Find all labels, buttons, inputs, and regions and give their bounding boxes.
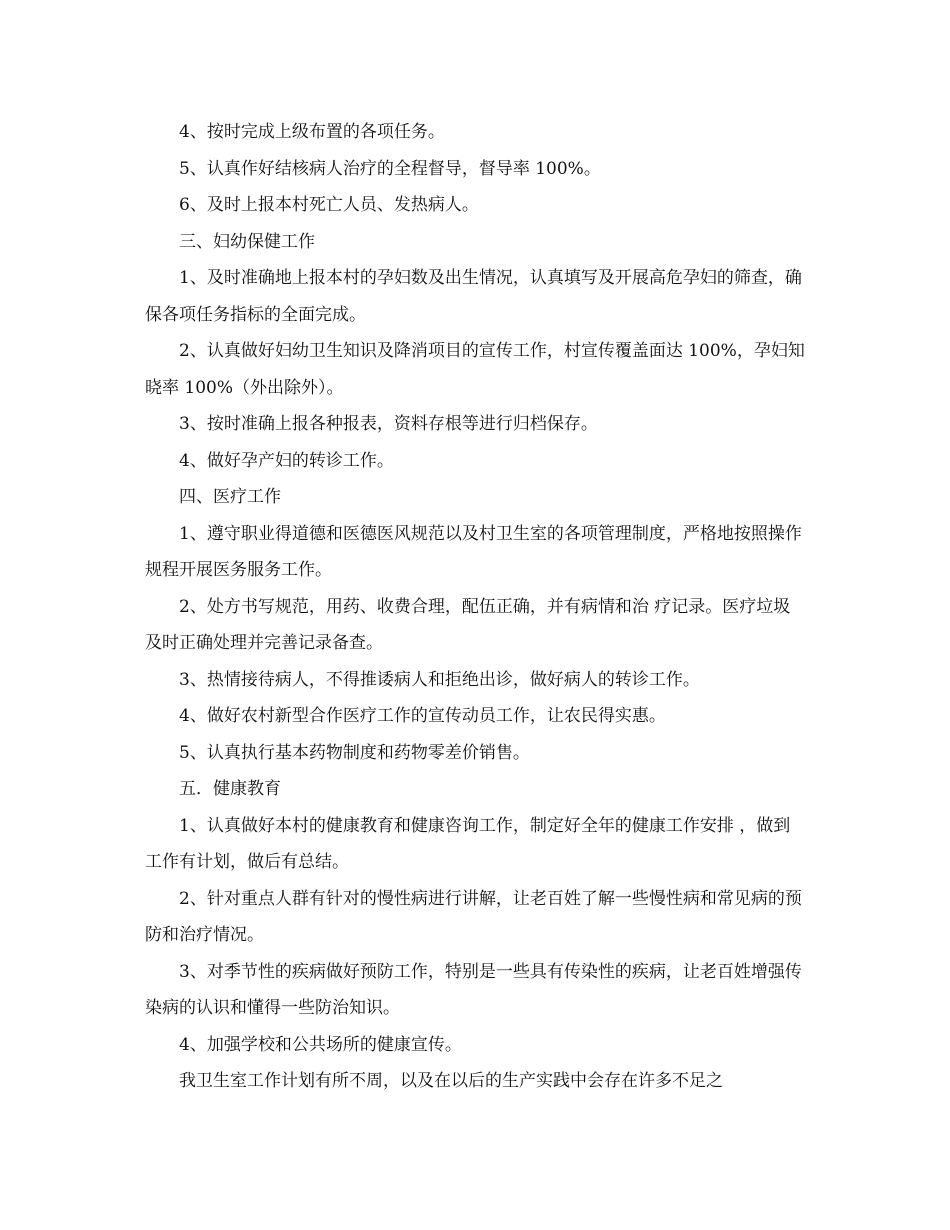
paragraph: 5、认真作好结核病人治疗的全程督导，督导率 100%。: [179, 158, 601, 179]
section-heading: 五．健康教育: [179, 779, 281, 799]
paragraph: 5、认真执行基本药物制度和药物零差价销售。: [179, 742, 530, 763]
paragraph: 我卫生室工作计划有所不周，以及在以后的生产实践中会存在许多不足之: [179, 1071, 723, 1091]
paragraph: 3、按时准确上报各种报表，资料存根等进行归档保存。: [179, 414, 598, 434]
paragraph: 6、及时上报本村死亡人员、发热病人。: [179, 195, 479, 215]
document-body: [145, 114, 807, 1100]
paragraph: 4、加强学校和公共场所的健康宣传。: [179, 1034, 462, 1055]
paragraph: 1、遵守职业得道德和医德医风规范以及村卫生室的各项管理制度，严格地按照操作规程开展医务服务工作。: [145, 523, 802, 580]
section-heading: 三、妇幼保健工作: [179, 231, 315, 252]
paragraph: 3、对季节性的疾病做好预防工作，特别是一些具有传染性的疾病，让老百姓增强传染病的认识和懂得一些防治知识。: [145, 961, 802, 1018]
section-heading: 四、医疗工作: [179, 487, 281, 507]
paragraph: 4、做好孕产妇的转诊工作。: [179, 450, 394, 471]
paragraph: 4、按时完成上级布置的各项任务。: [179, 122, 445, 142]
paragraph: 3、热情接待病人，不得推诿病人和拒绝出诊，做好病人的转诊工作。: [179, 669, 700, 690]
paragraph: 1、及时准确地上报本村的孕妇数及出生情况，认真填写及开展高危孕妇的筛查，确保各项任务指标的全面完成。: [145, 268, 802, 325]
paragraph: 1、认真做好本村的健康教育和健康咨询工作，制定好全年的健康工作安排 ，做到工作有计划，做后有总结。: [145, 815, 791, 872]
paragraph: 2、针对重点人群有针对的慢性病进行讲解，让老百姓了解一些慢性病和常见病的预防和治疗情况。: [145, 888, 802, 945]
paragraph: 2、认真做好妇幼卫生知识及降消项目的宣传工作，村宣传覆盖面达 100%，孕妇知晓率 100%（外出除外）。: [145, 341, 805, 398]
paragraph: 2、处方书写规范，用药、收费合理，配伍正确，并有病情和治 疗记录。医疗垃圾及时正确处理并完善记录备查。: [145, 596, 791, 653]
paragraph: 4、做好农村新型合作医疗工作的宣传动员工作，让农民得实惠。: [179, 706, 666, 726]
